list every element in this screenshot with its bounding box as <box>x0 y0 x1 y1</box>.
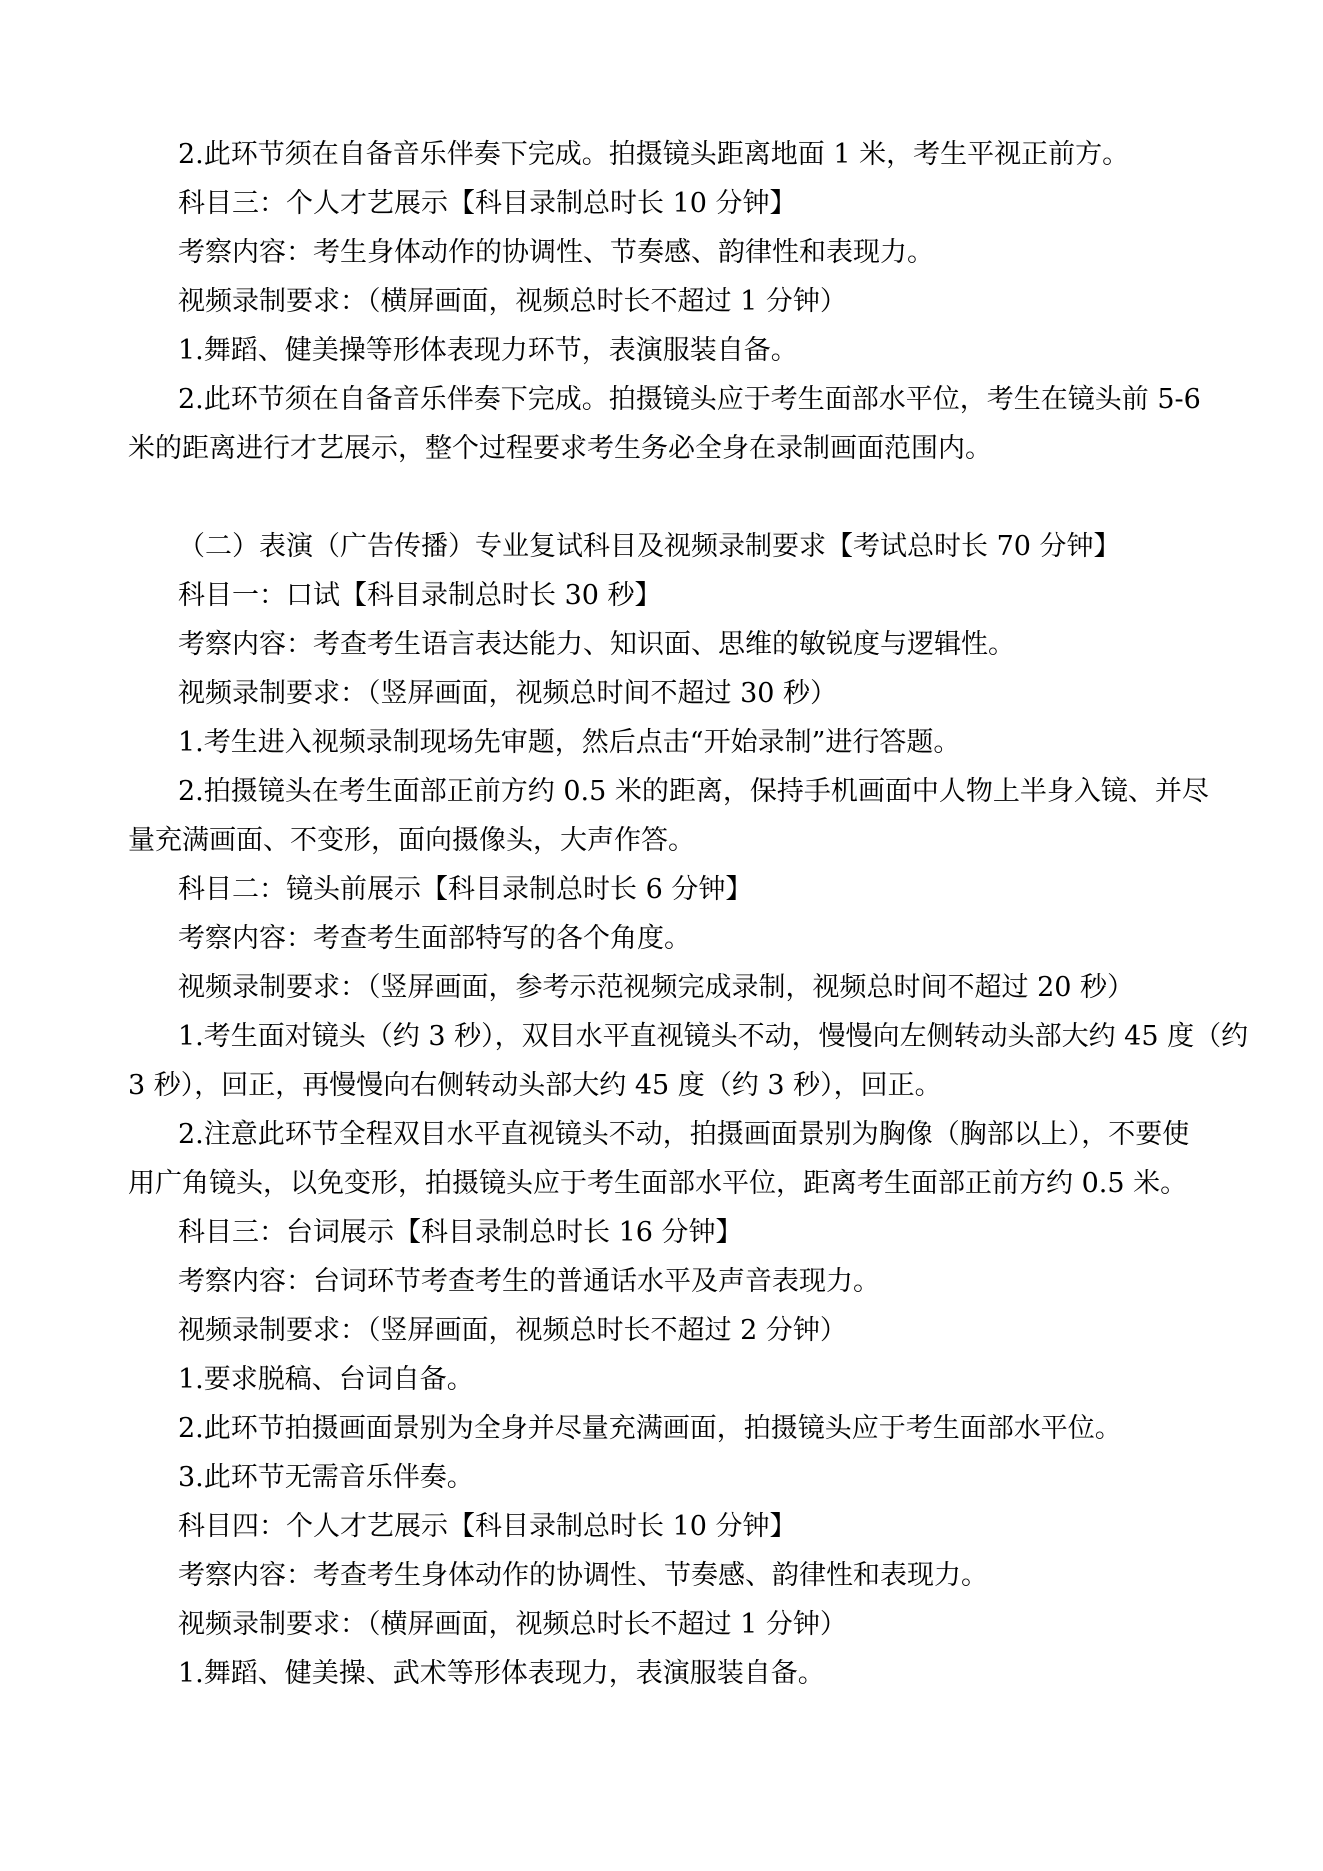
paragraph-line: 2.此环节须在自备音乐伴奏下完成。拍摄镜头距离地面 1 米，考生平视正前方。 <box>178 139 1130 170</box>
section-heading: 科目三：台词展示【科目录制总时长 16 分钟】 <box>178 1217 743 1248</box>
section-heading: 科目一：口试【科目录制总时长 30 秒】 <box>178 580 662 611</box>
paragraph-line: 视频录制要求：（竖屏画面，参考示范视频完成录制，视频总时间不超过 20 秒） <box>178 972 1135 1003</box>
section-heading: 科目四：个人才艺展示【科目录制总时长 10 分钟】 <box>178 1511 797 1542</box>
paragraph-line: 1.舞蹈、健美操、武术等形体表现力，表演服装自备。 <box>178 1658 825 1689</box>
paragraph-line: 2.此环节须在自备音乐伴奏下完成。拍摄镜头应于考生面部水平位，考生在镜头前 5-6 <box>178 384 1201 415</box>
paragraph-line: 考察内容：考查考生身体动作的协调性、节奏感、韵律性和表现力。 <box>178 1560 988 1591</box>
paragraph-line: 2.拍摄镜头在考生面部正前方约 0.5 米的距离，保持手机画面中人物上半身入镜、并尽 <box>178 776 1209 807</box>
paragraph-line: 2.此环节拍摄画面景别为全身并尽量充满画面，拍摄镜头应于考生面部水平位。 <box>178 1413 1122 1444</box>
paragraph-line: 考察内容：考生身体动作的协调性、节奏感、韵律性和表现力。 <box>178 237 934 268</box>
section-heading: 科目三：个人才艺展示【科目录制总时长 10 分钟】 <box>178 188 797 219</box>
paragraph-line: 视频录制要求：（竖屏画面，视频总时间不超过 30 秒） <box>178 678 838 709</box>
paragraph-line: 米的距离进行才艺展示，整个过程要求考生务必全身在录制画面范围内。 <box>128 433 992 464</box>
paragraph-line: 3.此环节无需音乐伴奏。 <box>178 1462 474 1493</box>
paragraph-line: 视频录制要求：（横屏画面，视频总时长不超过 1 分钟） <box>178 286 847 317</box>
paragraph-line: 量充满画面、不变形，面向摄像头，大声作答。 <box>128 825 695 856</box>
paragraph-line: 考察内容：台词环节考查考生的普通话水平及声音表现力。 <box>178 1266 880 1297</box>
paragraph-line: 视频录制要求：（竖屏画面，视频总时长不超过 2 分钟） <box>178 1315 847 1346</box>
paragraph-line: 1.考生面对镜头（约 3 秒），双目水平直视镜头不动，慢慢向左侧转动头部大约 45 度（约 <box>178 1021 1249 1052</box>
section-title: （二）表演（广告传播）专业复试科目及视频录制要求【考试总时长 70 分钟】 <box>178 531 1121 562</box>
paragraph-line: 1.要求脱稿、台词自备。 <box>178 1364 474 1395</box>
paragraph-line: 考察内容：考查考生面部特写的各个角度。 <box>178 923 691 954</box>
paragraph-line: 1.舞蹈、健美操等形体表现力环节，表演服装自备。 <box>178 335 798 366</box>
section-heading: 科目二：镜头前展示【科目录制总时长 6 分钟】 <box>178 874 753 905</box>
paragraph-line: 1.考生进入视频录制现场先审题，然后点击“开始录制”进行答题。 <box>178 727 961 758</box>
paragraph-line: 考察内容：考查考生语言表达能力、知识面、思维的敏锐度与逻辑性。 <box>178 629 1015 660</box>
paragraph-line: 2.注意此环节全程双目水平直视镜头不动，拍摄画面景别为胸像（胸部以上），不要使 <box>178 1119 1190 1150</box>
paragraph-line: 视频录制要求：（横屏画面，视频总时长不超过 1 分钟） <box>178 1609 847 1640</box>
paragraph-line: 用广角镜头，以免变形，拍摄镜头应于考生面部水平位，距离考生面部正前方约 0.5 米。 <box>128 1168 1188 1199</box>
paragraph-line: 3 秒），回正，再慢慢向右侧转动头部大约 45 度（约 3 秒），回正。 <box>128 1070 942 1101</box>
